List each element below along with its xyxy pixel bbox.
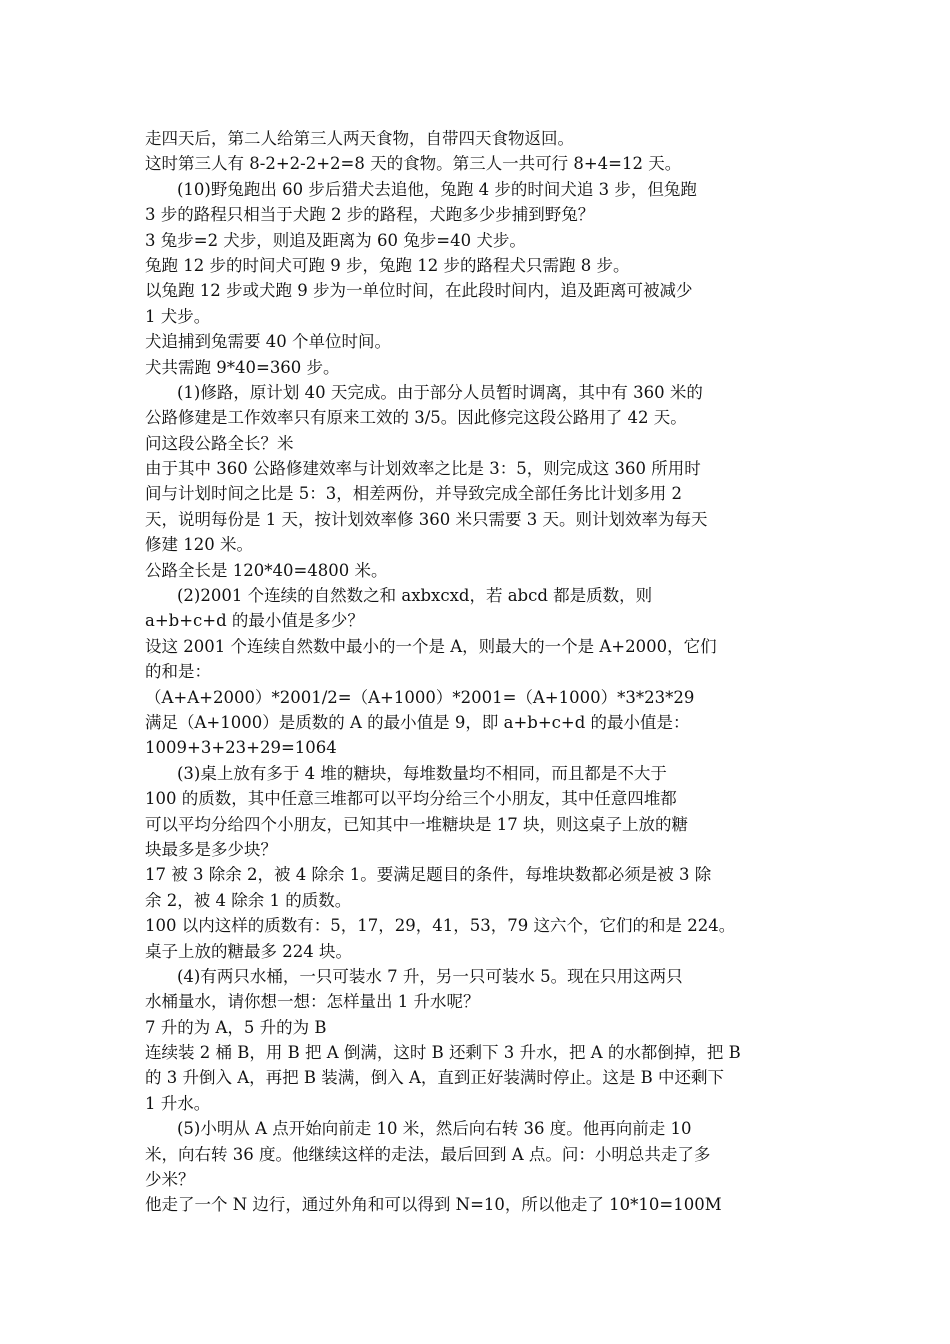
text-line: 公路修建是工作效率只有原来工效的 3/5。因此修完这段公路用了 42 天。 — [145, 408, 687, 428]
text-line: 水桶量水，请你想一想：怎样量出 1 升水呢？ — [145, 992, 480, 1012]
text-line: 3 兔步=2 犬步，则追及距离为 60 兔步=40 犬步。 — [145, 230, 526, 250]
text-line: 1 犬步。 — [145, 306, 211, 326]
text-line: (5)小明从 A 点开始向前走 10 米，然后向右转 36 度。他再向前走 10 — [177, 1119, 692, 1139]
text-line: 3 步的路程只相当于犬跑 2 步的路程，犬跑多少步捕到野兔？ — [145, 205, 595, 225]
text-line: 犬追捕到兔需要 40 个单位时间。 — [145, 332, 391, 352]
text-line: 的和是： — [145, 662, 211, 682]
text-line: a+b+c+d 的最小值是多少？ — [145, 611, 364, 631]
text-line: 设这 2001 个连续自然数中最小的一个是 A，则最大的一个是 A+2000，它们 — [145, 636, 717, 656]
text-line: 米，向右转 36 度。他继续这样的走法，最后回到 A 点。问：小明总共走了多 — [145, 1144, 711, 1164]
text-line: 的 3 升倒入 A，再把 B 装满，倒入 A，直到正好装满时停止。这是 B 中还剩下 — [145, 1068, 725, 1088]
text-line: (2)2001 个连续的自然数之和 axbxcxd，若 abcd 都是质数，则 — [177, 586, 653, 606]
text-line: 17 被 3 除余 2，被 4 除余 1。要满足题目的条件，每堆块数都必须是被 3 除 — [145, 865, 712, 885]
text-line: 间与计划时间之比是 5：3，相差两份，并导致完成全部任务比计划多用 2 — [145, 484, 682, 504]
text-line: 1 升水。 — [145, 1093, 211, 1113]
text-line: 兔跑 12 步的时间犬可跑 9 步，兔跑 12 步的路程犬只需跑 8 步。 — [145, 255, 630, 275]
text-line: 犬共需跑 9*40=360 步。 — [145, 357, 340, 377]
text-line: 余 2，被 4 除余 1 的质数。 — [145, 890, 352, 910]
text-line: 公路全长是 120*40=4800 米。 — [145, 560, 388, 580]
text-line: 连续装 2 桶 B，用 B 把 A 倒满，这时 B 还剩下 3 升水，把 A 的水都倒掉，把 B — [145, 1043, 741, 1063]
text-line: 100 的质数，其中任意三堆都可以平均分给三个小朋友，其中任意四堆都 — [145, 789, 677, 809]
text-line: （A+A+2000）*2001/2=（A+1000）*2001=（A+1000）*3*23*29 — [145, 687, 695, 707]
text-line: 7 升的为 A，5 升的为 B — [145, 1017, 327, 1037]
text-line: 天，说明每份是 1 天，按计划效率修 360 米只需要 3 天。则计划效率为每天 — [145, 509, 708, 529]
text-line: (1)修路，原计划 40 天完成。由于部分人员暂时调离，其中有 360 米的 — [177, 382, 703, 402]
text-line: 以兔跑 12 步或犬跑 9 步为一单位时间，在此段时间内，追及距离可被减少 — [145, 281, 693, 301]
document-body — [145, 126, 765, 1218]
text-line: 由于其中 360 公路修建效率与计划效率之比是 3：5，则完成这 360 所用时 — [145, 459, 701, 479]
text-line: 修建 120 米。 — [145, 535, 253, 555]
text-line: (3)桌上放有多于 4 堆的糖块，每堆数量均不相同，而且都是不大于 — [177, 763, 667, 783]
text-line: (10)野兔跑出 60 步后猎犬去追他，兔跑 4 步的时间犬追 3 步，但兔跑 — [177, 179, 697, 199]
text-line: (4)有两只水桶，一只可装水 7 升，另一只可装水 5。现在只用这两只 — [177, 966, 683, 986]
text-line: 块最多是多少块？ — [145, 839, 277, 859]
text-line: 这时第三人有 8-2+2-2+2=8 天的食物。第三人一共可行 8+4=12 天。 — [145, 154, 682, 174]
text-line: 可以平均分给四个小朋友，已知其中一堆糖块是 17 块，则这桌子上放的糖 — [145, 814, 688, 834]
text-line: 少米？ — [145, 1170, 195, 1190]
text-line: 走四天后，第二人给第三人两天食物，自带四天食物返回。 — [145, 129, 574, 148]
text-line: 桌子上放的糖最多 224 块。 — [145, 941, 352, 961]
text-line: 问这段公路全长？米 — [145, 433, 294, 453]
text-line: 满足（A+1000）是质数的 A 的最小值是 9，即 a+b+c+d 的最小值是： — [145, 712, 690, 732]
text-line: 他走了一个 N 边行，通过外角和可以得到 N=10，所以他走了 10*10=100M — [145, 1195, 722, 1215]
text-line: 100 以内这样的质数有：5，17，29，41，53，79 这六个，它们的和是 224。 — [145, 916, 736, 936]
text-line: 1009+3+23+29=1064 — [145, 738, 337, 758]
